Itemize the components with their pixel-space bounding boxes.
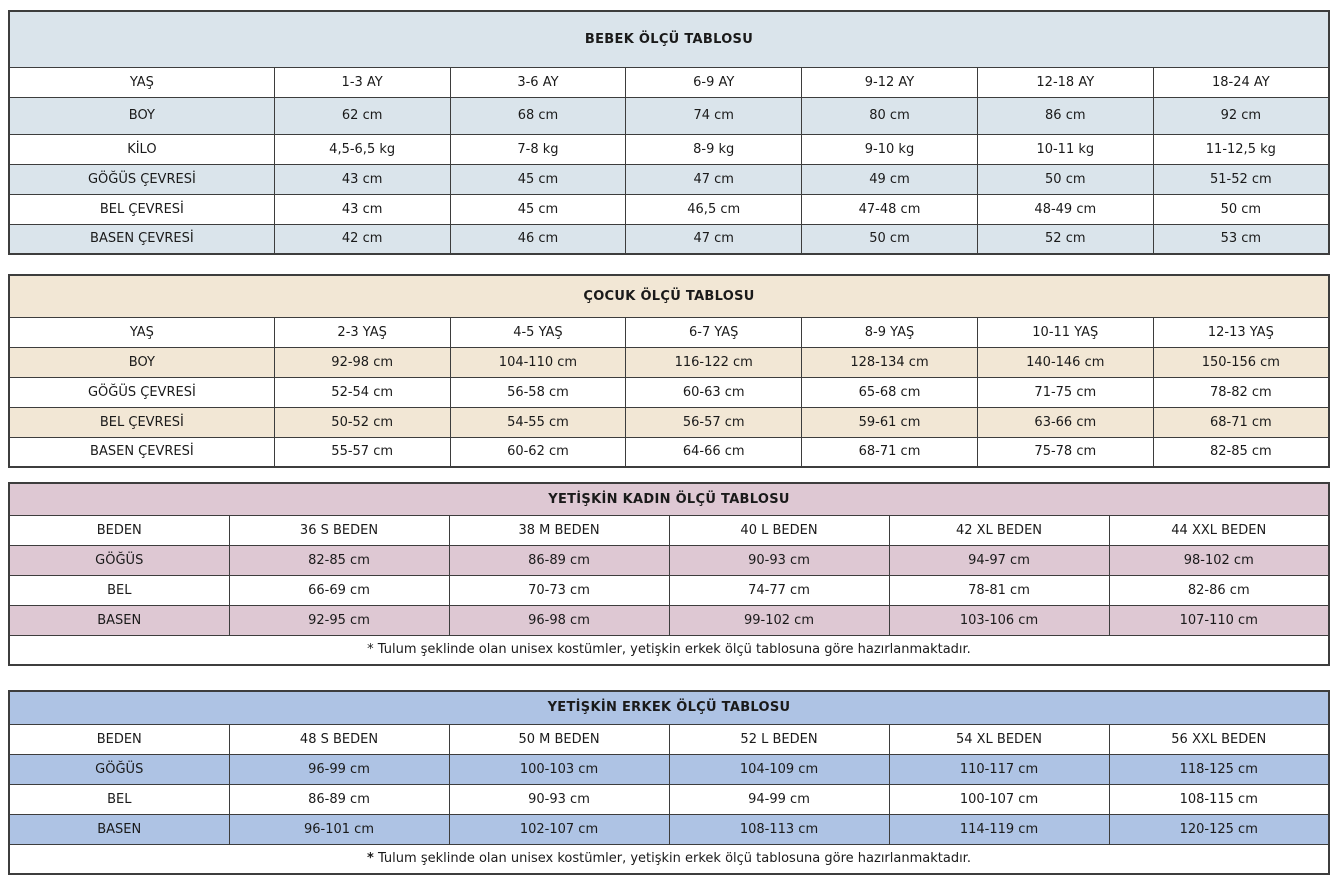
- value-cell: 12-13 YAŞ: [1153, 317, 1329, 347]
- value-cell: 59-61 cm: [802, 407, 978, 437]
- measure-row: [9, 407, 1329, 437]
- value-cell: 140-146 cm: [977, 347, 1153, 377]
- footnote-row: [9, 844, 1329, 874]
- value-cell: 104-109 cm: [669, 754, 889, 784]
- value-cell: 40 L BEDEN: [669, 515, 889, 545]
- value-cell: 120-125 cm: [1109, 814, 1329, 844]
- value-cell: 50 cm: [802, 224, 978, 254]
- title-row: [9, 275, 1329, 317]
- value-cell: 128-134 cm: [802, 347, 978, 377]
- value-cell: 75-78 cm: [977, 437, 1153, 467]
- value-cell: 78-82 cm: [1153, 377, 1329, 407]
- measure-row: [9, 605, 1329, 635]
- value-cell: 10-11 YAŞ: [977, 317, 1153, 347]
- row-label-cell: BEL ÇEVRESİ: [9, 407, 274, 437]
- value-cell: 52 L BEDEN: [669, 724, 889, 754]
- value-cell: 103-106 cm: [889, 605, 1109, 635]
- value-cell: 71-75 cm: [977, 377, 1153, 407]
- footnote: [9, 635, 1329, 665]
- value-cell: 60-62 cm: [450, 437, 626, 467]
- footnote-text: Tulum şeklinde olan unisex kostümler, yetişkin erkek ölçü tablosuna göre hazırlanmaktadır.: [373, 642, 971, 658]
- value-cell: 63-66 cm: [977, 407, 1153, 437]
- value-cell: 100-103 cm: [449, 754, 669, 784]
- value-cell: 108-113 cm: [669, 814, 889, 844]
- footnote-row: [9, 635, 1329, 665]
- table-title-section: [9, 691, 1329, 724]
- footnote-marker: *: [367, 851, 374, 867]
- row-label-cell: YAŞ: [9, 317, 274, 347]
- measure-row: [9, 164, 1329, 194]
- value-cell: 74-77 cm: [669, 575, 889, 605]
- value-cell: 46,5 cm: [626, 194, 802, 224]
- row-label-cell: BASEN ÇEVRESİ: [9, 224, 274, 254]
- value-cell: 6-9 AY: [626, 67, 802, 97]
- value-cell: 65-68 cm: [802, 377, 978, 407]
- value-cell: 107-110 cm: [1109, 605, 1329, 635]
- value-cell: 50 M BEDEN: [449, 724, 669, 754]
- value-cell: 4,5-6,5 kg: [274, 134, 450, 164]
- row-label-cell: GÖĞÜS ÇEVRESİ: [9, 164, 274, 194]
- value-cell: 116-122 cm: [626, 347, 802, 377]
- value-cell: 114-119 cm: [889, 814, 1109, 844]
- value-cell: 64-66 cm: [626, 437, 802, 467]
- value-cell: 92 cm: [1153, 97, 1329, 134]
- value-cell: 50 cm: [977, 164, 1153, 194]
- value-cell: 3-6 AY: [450, 67, 626, 97]
- row-label-cell: BEL: [9, 784, 229, 814]
- column-header-row: [9, 317, 1329, 347]
- value-cell: 118-125 cm: [1109, 754, 1329, 784]
- value-cell: 18-24 AY: [1153, 67, 1329, 97]
- value-cell: 42 cm: [274, 224, 450, 254]
- value-cell: 54-55 cm: [450, 407, 626, 437]
- value-cell: 80 cm: [802, 97, 978, 134]
- value-cell: 52-54 cm: [274, 377, 450, 407]
- measure-row: [9, 224, 1329, 254]
- table-title-section: [9, 483, 1329, 515]
- measure-row: [9, 347, 1329, 377]
- value-cell: 82-85 cm: [1153, 437, 1329, 467]
- table-title: ÇOCUK ÖLÇÜ TABLOSU: [9, 275, 1329, 317]
- row-label-cell: BOY: [9, 347, 274, 377]
- value-cell: 53 cm: [1153, 224, 1329, 254]
- value-cell: 94-99 cm: [669, 784, 889, 814]
- row-label-cell: BEL: [9, 575, 229, 605]
- value-cell: 9-12 AY: [802, 67, 978, 97]
- value-cell: 47-48 cm: [802, 194, 978, 224]
- value-cell: 86-89 cm: [229, 784, 449, 814]
- value-cell: 1-3 AY: [274, 67, 450, 97]
- value-cell: 46 cm: [450, 224, 626, 254]
- value-cell: 42 XL BEDEN: [889, 515, 1109, 545]
- value-cell: 90-93 cm: [669, 545, 889, 575]
- value-cell: 2-3 YAŞ: [274, 317, 450, 347]
- column-header-row: [9, 724, 1329, 754]
- value-cell: 86 cm: [977, 97, 1153, 134]
- value-cell: 56-57 cm: [626, 407, 802, 437]
- value-cell: 47 cm: [626, 224, 802, 254]
- value-cell: 11-12,5 kg: [1153, 134, 1329, 164]
- title-row: [9, 691, 1329, 724]
- value-cell: 48 S BEDEN: [229, 724, 449, 754]
- table-rows: [9, 515, 1329, 635]
- value-cell: 94-97 cm: [889, 545, 1109, 575]
- value-cell: 9-10 kg: [802, 134, 978, 164]
- value-cell: 45 cm: [450, 164, 626, 194]
- measure-row: [9, 194, 1329, 224]
- measure-row: [9, 814, 1329, 844]
- table-rows: [9, 724, 1329, 844]
- value-cell: 68 cm: [450, 97, 626, 134]
- value-cell: 82-85 cm: [229, 545, 449, 575]
- value-cell: 150-156 cm: [1153, 347, 1329, 377]
- value-cell: 92-95 cm: [229, 605, 449, 635]
- row-label-cell: GÖĞÜS: [9, 545, 229, 575]
- value-cell: 92-98 cm: [274, 347, 450, 377]
- footnote: [9, 844, 1329, 874]
- title-row: [9, 483, 1329, 515]
- footnote-text: Tulum şeklinde olan unisex kostümler, yetişkin erkek ölçü tablosuna göre hazırlanmaktadır.: [373, 851, 971, 867]
- adult-men-size-table: [8, 690, 1330, 875]
- value-cell: 68-71 cm: [802, 437, 978, 467]
- value-cell: 82-86 cm: [1109, 575, 1329, 605]
- value-cell: 50 cm: [1153, 194, 1329, 224]
- value-cell: 66-69 cm: [229, 575, 449, 605]
- table-footnote-section: [9, 844, 1329, 874]
- table-title: YETİŞKİN ERKEK ÖLÇÜ TABLOSU: [9, 691, 1329, 724]
- value-cell: 4-5 YAŞ: [450, 317, 626, 347]
- value-cell: 98-102 cm: [1109, 545, 1329, 575]
- value-cell: 99-102 cm: [669, 605, 889, 635]
- column-header-row: [9, 515, 1329, 545]
- value-cell: 90-93 cm: [449, 784, 669, 814]
- value-cell: 54 XL BEDEN: [889, 724, 1109, 754]
- row-label-cell: BEDEN: [9, 515, 229, 545]
- row-label-cell: BOY: [9, 97, 274, 134]
- value-cell: 43 cm: [274, 194, 450, 224]
- measure-row: [9, 97, 1329, 134]
- value-cell: 10-11 kg: [977, 134, 1153, 164]
- row-label-cell: BASEN: [9, 814, 229, 844]
- table-title: BEBEK ÖLÇÜ TABLOSU: [9, 11, 1329, 67]
- row-label-cell: BASEN: [9, 605, 229, 635]
- row-label-cell: BASEN ÇEVRESİ: [9, 437, 274, 467]
- value-cell: 96-98 cm: [449, 605, 669, 635]
- measure-row: [9, 575, 1329, 605]
- value-cell: 78-81 cm: [889, 575, 1109, 605]
- value-cell: 49 cm: [802, 164, 978, 194]
- table-title: YETİŞKİN KADIN ÖLÇÜ TABLOSU: [9, 483, 1329, 515]
- value-cell: 43 cm: [274, 164, 450, 194]
- table-title-section: [9, 275, 1329, 317]
- adult-women-size-table: [8, 482, 1330, 666]
- row-label-cell: GÖĞÜS ÇEVRESİ: [9, 377, 274, 407]
- value-cell: 70-73 cm: [449, 575, 669, 605]
- row-label-cell: BEDEN: [9, 724, 229, 754]
- column-header-row: [9, 67, 1329, 97]
- value-cell: 62 cm: [274, 97, 450, 134]
- value-cell: 50-52 cm: [274, 407, 450, 437]
- value-cell: 56-58 cm: [450, 377, 626, 407]
- measure-row: [9, 377, 1329, 407]
- measure-row: [9, 437, 1329, 467]
- table-rows: [9, 317, 1329, 467]
- table-title-section: [9, 11, 1329, 67]
- value-cell: 36 S BEDEN: [229, 515, 449, 545]
- value-cell: 108-115 cm: [1109, 784, 1329, 814]
- row-label-cell: YAŞ: [9, 67, 274, 97]
- table-footnote-section: [9, 635, 1329, 665]
- value-cell: 102-107 cm: [449, 814, 669, 844]
- row-label-cell: BEL ÇEVRESİ: [9, 194, 274, 224]
- measure-row: [9, 784, 1329, 814]
- value-cell: 96-101 cm: [229, 814, 449, 844]
- value-cell: 8-9 YAŞ: [802, 317, 978, 347]
- child-size-table: [8, 274, 1330, 468]
- table-rows: [9, 67, 1329, 254]
- value-cell: 51-52 cm: [1153, 164, 1329, 194]
- row-label-cell: KİLO: [9, 134, 274, 164]
- value-cell: 6-7 YAŞ: [626, 317, 802, 347]
- measure-row: [9, 754, 1329, 784]
- value-cell: 100-107 cm: [889, 784, 1109, 814]
- footnote-marker: *: [367, 642, 374, 658]
- value-cell: 52 cm: [977, 224, 1153, 254]
- value-cell: 7-8 kg: [450, 134, 626, 164]
- value-cell: 110-117 cm: [889, 754, 1109, 784]
- value-cell: 48-49 cm: [977, 194, 1153, 224]
- value-cell: 8-9 kg: [626, 134, 802, 164]
- value-cell: 96-99 cm: [229, 754, 449, 784]
- value-cell: 86-89 cm: [449, 545, 669, 575]
- value-cell: 45 cm: [450, 194, 626, 224]
- value-cell: 104-110 cm: [450, 347, 626, 377]
- value-cell: 47 cm: [626, 164, 802, 194]
- value-cell: 12-18 AY: [977, 67, 1153, 97]
- value-cell: 56 XXL BEDEN: [1109, 724, 1329, 754]
- value-cell: 44 XXL BEDEN: [1109, 515, 1329, 545]
- value-cell: 74 cm: [626, 97, 802, 134]
- value-cell: 68-71 cm: [1153, 407, 1329, 437]
- value-cell: 55-57 cm: [274, 437, 450, 467]
- baby-size-table: [8, 10, 1330, 255]
- measure-row: [9, 134, 1329, 164]
- title-row: [9, 11, 1329, 67]
- value-cell: 60-63 cm: [626, 377, 802, 407]
- row-label-cell: GÖĞÜS: [9, 754, 229, 784]
- measure-row: [9, 545, 1329, 575]
- value-cell: 38 M BEDEN: [449, 515, 669, 545]
